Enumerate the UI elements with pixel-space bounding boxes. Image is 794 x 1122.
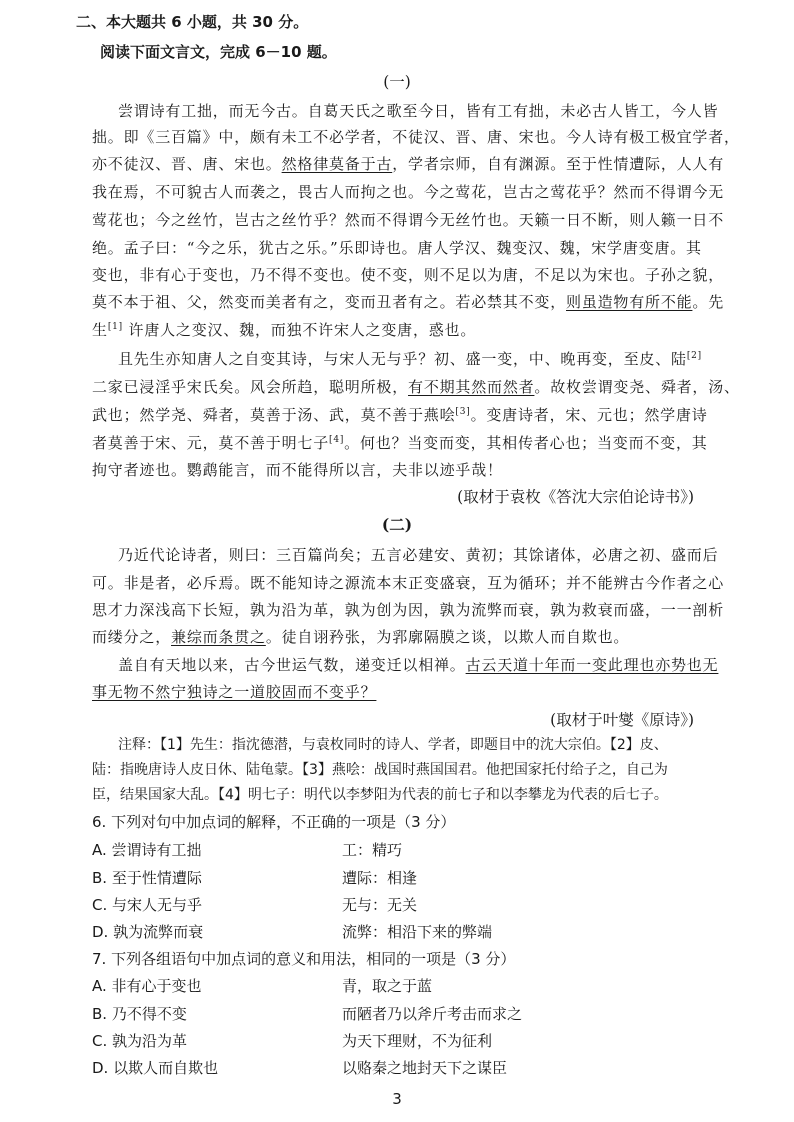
passage1-line: 莺花也；今之丝竹，岂古之丝竹乎？然而不得谓今无丝竹也。天籁一日不断，则人籁一日不 — [92, 211, 725, 229]
footnote-ref: [1] — [107, 322, 123, 332]
exam-page: 二、本大题共 6 小题，共 30 分。 阅读下面文言文，完成 6－10 题。 (一) 尝谓诗有工拙，而无今古。自葛天氏之歌至今日，皆有工有拙，未必古人皆工，今人皆 拙。即《三百篇》中，颇有未工不必学者，不徒汉、晋、唐、宋也。今人诗有极工极宜学者， 亦不徒汉、晋、唐、宋也。然格律莫备于古，学者宗师，自有渊源。至于性情遭际，人人有 我在焉，不可貌古人而袭之，畏古人而拘之也。今之莺花，岂古之莺花乎？然而不得谓今无 莺花也；今之丝竹，岂古之丝竹乎？然而不得谓今无丝竹也。天籁一日不断，则人籁一日不 绝。孟子曰：“今之乐，犹古之乐。”乐即诗也。唐人学汉、魏变汉、魏，宋学唐变唐。其 变也，非有心于变也，乃不得不变也。使不变，则不足以为唐，不足以为宋也。子孙之貌， 莫不本于祖、父，然变而美者有之，变而丑者有之。若必禁其不变，则虽造物有所不能。先 生[1] 许唐人之变汉、魏，而独不许宋人之变唐，惑也。 且先生亦知唐人之自变其诗，与宋人无与乎？初、盛一变，中、晚再变，至皮、陆[2] 二家已浸淫乎宋氏矣。风会所趋，聪明所极，有不期其然而然者。故枚尝谓变尧、舜者，汤、 武也；然学尧、舜者，莫善于汤、武，莫不善于燕哙[3]。变唐诗者，宋、元也；然学唐诗 者莫善于宋、元，莫不善于明七子[4]。何也？当变而变，其相传者心也；当变而不变，其 拘守者迹也。鹦鹉能言，而不能得所以言，夫非以迹乎哉！ (取材于袁枚《答沈大宗伯论诗书》) (二) 乃近代论诗者，则曰：三百篇尚矣；五言必建安、黄初；其馀诸体，必唐之初、盛而后 可。非是者，必斥焉。既不能知诗之源流本末正变盛衰，互为循环；并不能辨古今作者之心 思才力深浅高下长短，孰为沿为革，孰为创为因，孰为流弊而衰，孰为救衰而盛，一一剖析 而缕分之，兼综而条贯之。徒自诩矜张，为郛廓隔膜之谈，以欺人而自欺也。 盖自有天地以来，古今世运气数，递变迁以相禅。古云天道十年而一变此理也亦势也无 事无物不然宁独诗之一道胶固而不变乎？ (取材于叶燮《原诗》) 注释：【1】先生：指沈德潜，与袁枚同时的诗人、学者，即题目中的沈大宗伯。【2】皮、 陆：指晚唐诗人皮日休、陆龟蒙。【3】燕哙：战国时燕国国君。他把国家托付给子之，自己为 臣，结果国家大乱。【4】明七子：明代以李梦阳为代表的前七子和以李攀龙为代表的后七子。 6. 下列对句中加点词的解释，不正确的一项是（3 分） A. 尝谓诗有工拙 工：精巧 B. 至于性情遭际 遭际：相逢 C. 与宋人无与乎 无与：无关 D. 孰为流弊而衰 流弊：相沿下来的弊端 7. 下列各组语句中加点词的意义和用法，相同的一项是（3 分） A. 非有心于变也 青，取之于蓝 B. 乃不得不变 而陋者乃以斧斤考击而求之 C. 孰为沿为革 为天下理财，不为征利 D. 以欺人而自欺也 以赂秦之地封天下之谋臣 3 — [0, 0, 794, 1122]
passage1-line: 拘守者迹也。鹦鹉能言，而不能得所以言，夫非以迹乎哉！ — [92, 461, 503, 479]
passage2-line: 思才力深浅高下长短，孰为沿为革，孰为创为因，孰为流弊而衰，孰为救衰而盛，一一剖析 — [92, 601, 725, 619]
passage1-line: 尝谓诗有工拙，而无今古。自葛天氏之歌至今日，皆有工有拙，未必古人皆工，今人皆 — [118, 102, 719, 120]
passage2-line: 盖自有天地以来，古今世运气数，递变迁以相禅。古云天道十年而一变此理也亦势也无 — [118, 656, 719, 674]
footnote-ref: [4] — [329, 435, 345, 445]
underlined-phrase: 兼综而条贯之 — [171, 628, 266, 646]
passage1-line: 二家已浸淫乎宋氏矣。风会所趋，聪明所极，有不期其然而然者。故枚尝谓变尧、舜者，汤、 — [92, 378, 740, 396]
page-number: 3 — [392, 1090, 402, 1108]
underlined-phrase: 然格律莫备于古 — [281, 155, 393, 173]
footnote-ref: [2] — [686, 351, 702, 361]
passage1-line: 莫不本于祖、父，然变而美者有之，变而丑者有之。若必禁其不变，则虽造物有所不能。先 — [92, 293, 725, 311]
passage1-line: 变也，非有心于变也，乃不得不变也。使不变，则不足以为唐，不足以为宋也。子孙之貌， — [92, 266, 725, 284]
footnote-ref: [3] — [455, 407, 471, 417]
passage1-line: 亦不徒汉、晋、唐、宋也。然格律莫备于古，学者宗师，自有渊源。至于性情遭际，人人有 — [92, 155, 725, 173]
passage1-line: 绝。孟子曰：“今之乐，犹古之乐。”乐即诗也。唐人学汉、魏变汉、魏，宋学唐变唐。其 — [92, 239, 702, 257]
passage1-line: 且先生亦知唐人之自变其诗，与宋人无与乎？初、盛一变，中、晚再变，至皮、陆[2] — [118, 350, 702, 368]
reading-instruction: 阅读下面文言文，完成 6－10 题。 — [100, 43, 337, 61]
passage2-line: 可。非是者，必斥焉。既不能知诗之源流本末正变盛衰，互为循环；并不能辨古今作者之心 — [92, 574, 725, 592]
passage2-line: 事无物不然宁独诗之一道胶固而不变乎？ — [92, 683, 377, 701]
passage2-line: 而缕分之，兼综而条贯之。徒自诩矜张，为郛廓隔膜之谈，以欺人而自欺也。 — [92, 628, 630, 646]
passage1-line: 拙。即《三百篇》中，颇有未工不必学者，不徒汉、晋、唐、宋也。今人诗有极工极宜学者， — [92, 128, 740, 146]
part1-marker: (一) — [383, 73, 411, 91]
question-6-stem: 6. 下列对句中加点词的解释，不正确的一项是（3 分） — [92, 813, 456, 831]
section-heading: 二、本大题共 6 小题，共 30 分。 — [76, 13, 309, 31]
passage1-line: 武也；然学尧、舜者，莫善于汤、武，莫不善于燕哙[3]。变唐诗者，宋、元也；然学唐诗 — [92, 406, 708, 424]
question-7-stem: 7. 下列各组语句中加点词的意义和用法，相同的一项是（3 分） — [92, 950, 516, 968]
footnote-line: 陆：指晚唐诗人皮日休、陆龟蒙。【3】燕哙：战国时燕国国君。他把国家托付给子之，自己为 — [92, 762, 668, 778]
part2-marker: (二) — [381, 515, 413, 534]
source-citation: (取材于袁枚《答沈大宗伯论诗书》) — [457, 488, 694, 506]
passage1-line: 我在焉，不可貌古人而袭之，畏古人而拘之也。今之莺花，岂古之莺花乎？然而不得谓今无 — [92, 183, 725, 201]
passage1-line: 者莫善于宋、元，莫不善于明七子[4]。何也？当变而变，其相传者心也；当变而不变，其 — [92, 434, 708, 452]
underlined-phrase: 古云天道十年而一变此理也亦势也无 — [465, 656, 719, 674]
footnote-line: 注释：【1】先生：指沈德潜，与袁枚同时的诗人、学者，即题目中的沈大宗伯。【2】皮、 — [118, 737, 668, 753]
source-citation: (取材于叶燮《原诗》) — [550, 711, 694, 729]
underlined-phrase: 有不期其然而然者 — [408, 378, 535, 396]
underlined-phrase: 则虽造物有所不能 — [566, 293, 693, 311]
passage2-line: 乃近代论诗者，则曰：三百篇尚矣；五言必建安、黄初；其馀诸体，必唐之初、盛而后 — [118, 546, 719, 564]
footnote-line: 臣，结果国家大乱。【4】明七子：明代以李梦阳为代表的前七子和以李攀龙为代表的后七子。 — [92, 787, 668, 803]
passage1-line: 生[1] 许唐人之变汉、魏，而独不许宋人之变唐，惑也。 — [92, 321, 477, 339]
